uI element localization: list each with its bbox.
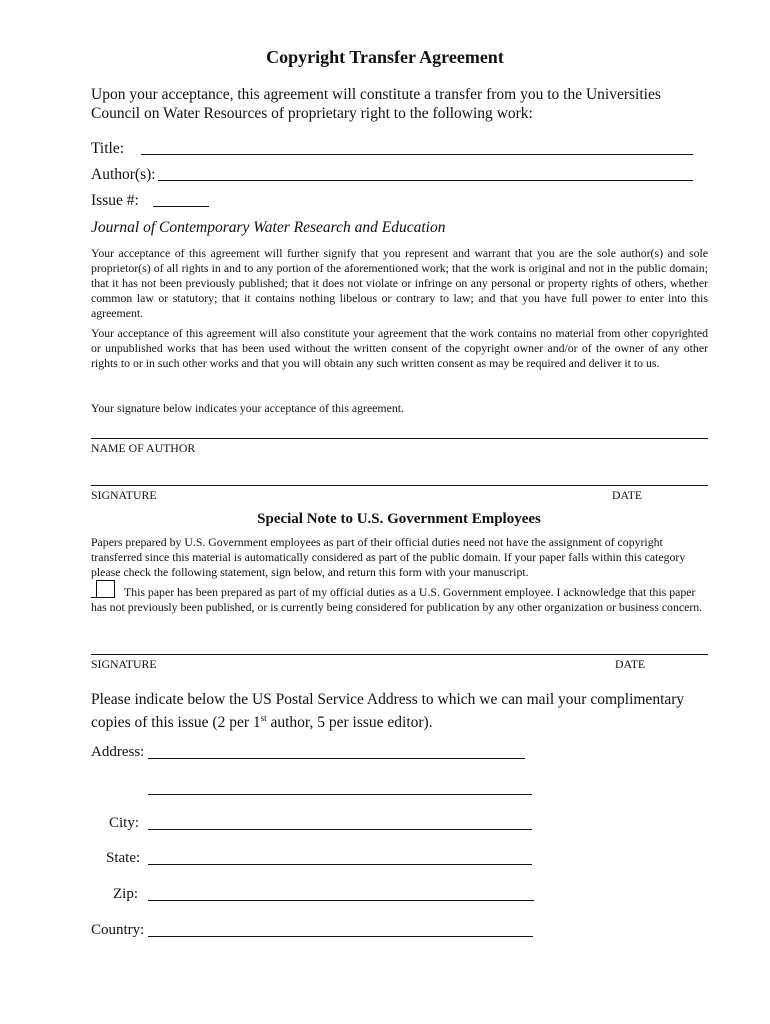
issue-input[interactable] bbox=[153, 206, 209, 207]
issue-label: Issue #: bbox=[91, 192, 139, 209]
consent-paragraph: Your acceptance of this agreement will also constitute your agreement that the work contains no material from other copyrighted or unpublished works that has been used without the written consent of the copyright owner and/or of the owner of any other rights to or in such other works and that you will obtain any such written consent as may be required and deliver it to us. bbox=[91, 326, 708, 370]
gov-date-label: DATE bbox=[615, 657, 646, 671]
address-input-line1[interactable] bbox=[148, 758, 525, 759]
intro-paragraph: Upon your acceptance, this agreement will constitute a transfer from you to the Universities Council on Water Resources of proprietary right to the following work: bbox=[91, 86, 661, 122]
zip-label: Zip: bbox=[113, 886, 138, 902]
signature-input[interactable] bbox=[91, 485, 708, 486]
address-input-line2[interactable] bbox=[148, 794, 532, 795]
gov-signature-label: SIGNATURE bbox=[91, 657, 157, 671]
mailing-intro: Please indicate below the US Postal Service Address to which we can mail your complimentary copies of this issue (2 per 1st author, 5 per issue editor). bbox=[91, 691, 685, 732]
warranty-paragraph: Your acceptance of this agreement will further signify that you represent and warrant that you are the sole author(s) and sole proprietor(s) of all rights in and to any portion of the aforementioned work; that the work is original and not in the public domain; that it has not been previously published; that it does not violate or infringe on any personal or property rights of others, whether common law or statutory; that it contains nothing libelous or contrary to law; and that you have full power to enter into this agreement. bbox=[91, 246, 708, 320]
gov-signature-input[interactable] bbox=[91, 654, 708, 655]
page-title: Copyright Transfer Agreement bbox=[266, 47, 504, 67]
title-label: Title: bbox=[91, 140, 125, 157]
journal-name: Journal of Contemporary Water Research and Education bbox=[91, 219, 446, 236]
country-label: Country: bbox=[91, 922, 145, 938]
authors-input[interactable] bbox=[158, 180, 693, 181]
author-name-input[interactable] bbox=[91, 438, 708, 439]
address-label: Address: bbox=[91, 744, 145, 760]
city-input[interactable] bbox=[148, 829, 532, 830]
name-of-author-label: NAME OF AUTHOR bbox=[91, 441, 196, 455]
city-label: City: bbox=[109, 815, 140, 831]
acceptance-paragraph: Your signature below indicates your acceptance of this agreement. bbox=[91, 401, 404, 415]
date-label: DATE bbox=[612, 488, 643, 502]
gov-employee-statement: This paper has been prepared as part of my official duties as a U.S. Government employee. I acknowledge that this paper has not previously been published, or is currently being considered for publication by any other organization or business concern. bbox=[91, 585, 703, 614]
country-input[interactable] bbox=[148, 936, 533, 937]
title-input[interactable] bbox=[141, 154, 693, 155]
gov-employees-paragraph: Papers prepared by U.S. Government employees as part of their official duties need not have the assignment of copyright transferred since this material is automatically considered as part of the public domain. If your paper falls within this category please check the following statement, sign below, and return this form with your manuscript. bbox=[91, 535, 686, 579]
zip-input[interactable] bbox=[148, 900, 534, 901]
authors-label: Author(s): bbox=[91, 166, 156, 183]
gov-employees-heading: Special Note to U.S. Government Employees bbox=[257, 511, 541, 527]
signature-label: SIGNATURE bbox=[91, 488, 157, 502]
state-input[interactable] bbox=[148, 864, 532, 865]
state-label: State: bbox=[106, 850, 141, 866]
